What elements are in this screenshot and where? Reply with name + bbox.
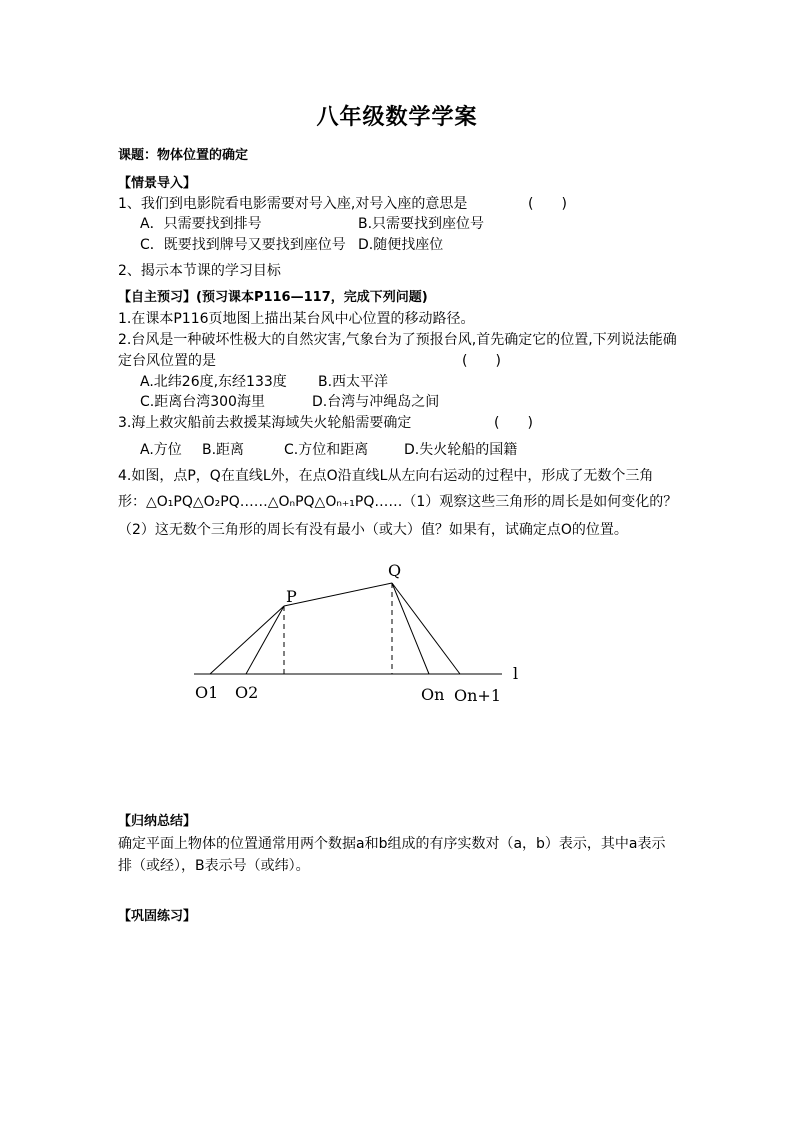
segment-onq: [392, 583, 429, 674]
segment-o2p: [246, 606, 284, 674]
lesson-topic: 课题：物体位置的确定: [118, 148, 249, 163]
section-preview-heading: 【自主预习】(预习课本P116—117，完成下列问题): [118, 290, 428, 305]
preview-item-4-line2: 形：△O₁PQ△O₂PQ……△OₙPQ△Oₙ₊₁PQ……（1）观察这些三角形的周长是如何变化的？: [118, 494, 678, 510]
segment-o1p: [210, 606, 284, 674]
preview-item-2-option-c: C.距离台湾300海里: [140, 394, 265, 410]
section-summary-heading: 【归纳总结】: [118, 814, 197, 829]
q1-option-d: D.随便找座位: [358, 237, 444, 253]
label-q: Q: [388, 561, 402, 580]
q1-answer-paren: ( ): [528, 196, 567, 212]
preview-item-2-option-d: D.台湾与冲绳岛之间: [312, 394, 440, 410]
section-practice-heading: 【巩固练习】: [118, 909, 197, 924]
label-on: On: [421, 685, 445, 704]
label-o2: O2: [235, 683, 259, 702]
preview-item-3-option-c: C.方位和距离: [284, 442, 369, 458]
preview-item-2-line2: 定台风位置的是: [118, 353, 216, 369]
segment-pq: [284, 583, 392, 606]
preview-item-3-stem: 3.海上救灾船前去救援某海域失火轮船需要确定: [118, 415, 412, 431]
q1-option-a: A．只需要找到排号: [140, 216, 262, 232]
label-l: l: [513, 664, 519, 683]
preview-item-3-option-a: A.方位: [140, 442, 182, 458]
preview-item-2-line1: 2.台风是一种破坏性极大的自然灾害,气象台为了预报台风,首先确定它的位置,下列说法能确: [118, 332, 677, 348]
page-title: 八年级数学学案: [316, 105, 478, 130]
preview-item-3-option-b: B.距离: [202, 442, 245, 458]
preview-item-2-option-a: A.北纬26度,东经133度: [140, 374, 287, 390]
preview-item-4-line3: （2）这无数个三角形的周长有没有最小（或大）值？如果有，试确定点O的位置。: [118, 522, 628, 538]
preview-item-2-paren: ( ): [462, 353, 501, 369]
segment-on1q: [392, 583, 460, 674]
preview-item-4-line1: 4.如图，点P，Q在直线L外，在点O沿直线L从左向右运动的过程中，形成了无数个三角: [118, 468, 654, 484]
q1-stem: 1、我们到电影院看电影需要对号入座,对号入座的意思是: [118, 196, 468, 212]
preview-item-3-option-d: D.失火轮船的国籍: [404, 442, 518, 458]
preview-item-3-paren: ( ): [494, 415, 533, 431]
summary-line2: 排（或经），B表示号（或纬）。: [118, 858, 310, 874]
section-intro-heading: 【情景导入】: [118, 176, 197, 191]
q1-option-b: B.只需要找到座位号: [358, 216, 485, 232]
q2-text: 2、揭示本节课的学习目标: [118, 263, 281, 279]
label-p: P: [286, 587, 297, 606]
q1-option-c: C．既要找到牌号又要找到座位号: [140, 237, 346, 253]
summary-line1: 确定平面上物体的位置通常用两个数据a和b组成的有序实数对（a，b）表示，其中a表示: [118, 836, 666, 852]
preview-item-2-option-b: B.西太平洋: [318, 374, 389, 390]
label-on1: On+1: [454, 686, 502, 705]
preview-item-1: 1.在课本P116页地图上描出某台风中心位置的移动路径。: [118, 311, 475, 327]
label-o1: O1: [195, 683, 219, 702]
